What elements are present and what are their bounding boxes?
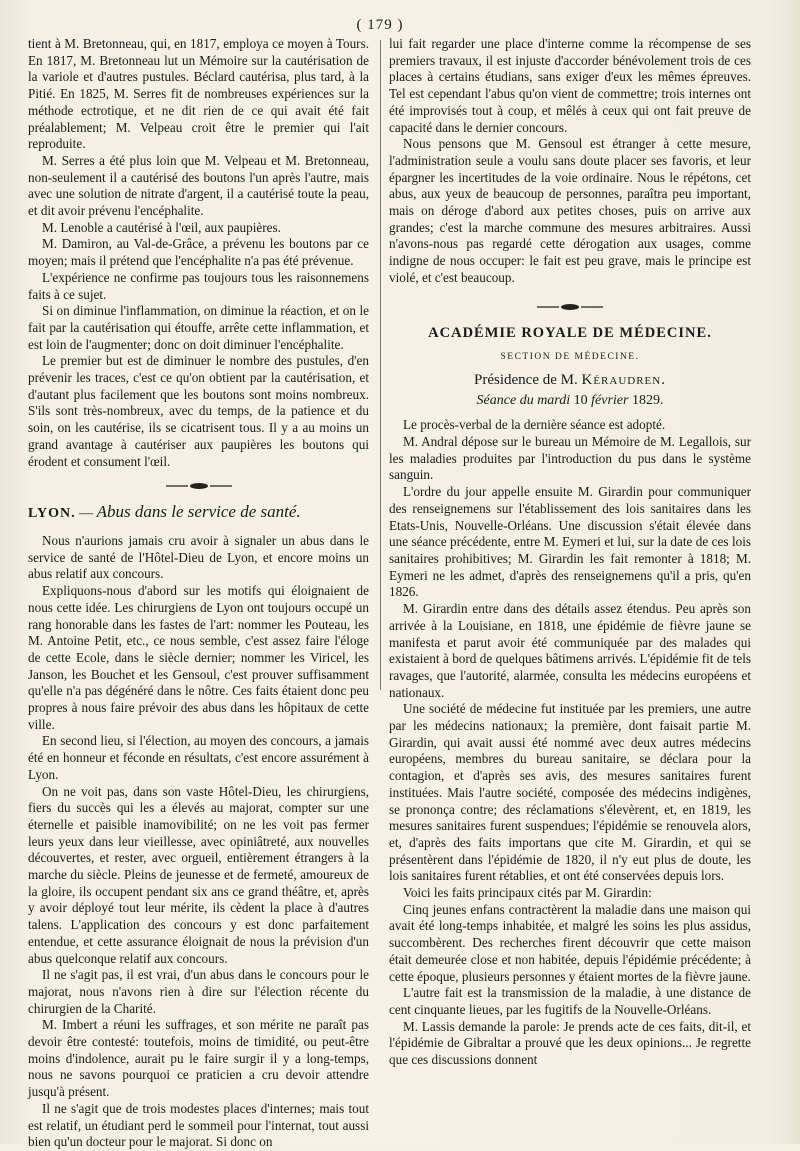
ornament-divider-icon: [535, 303, 605, 311]
paragraph: M. Andral dépose sur le bureau un Mémoire de M. Legallois, sur les maladies produites par l'introduction du pus dans le système sanguin.: [389, 434, 751, 483]
paragraph: Il ne s'agit pas, il est vrai, d'un abus dans le concours pour le majorat, nous n'avons rien à dire sur l'élection récente du chirurgien de la Charité.: [28, 967, 369, 1016]
paragraph: M. Imbert a réuni les suffrages, et son mérite ne paraît pas devoir être contesté: toutefois, moins de timidité, ou peut-être moins d'indolence, aurait pu le faire surgir il y a long-temps, nous ne savons pourquoi ce praticien a cru devoir attendre jusqu'à présent.: [28, 1017, 369, 1100]
paragraph: Le procès-verbal de la dernière séance est adopté.: [403, 417, 666, 433]
column-divider: [380, 40, 381, 690]
seance-month: février: [591, 392, 629, 408]
section-subtitle: SECTION DE MÉDECINE.: [500, 352, 640, 363]
ornament-divider-icon: [164, 482, 234, 490]
paragraph: M. Girardin entre dans des détails assez étendus. Peu après son arrivée à la Louisiane, en 1818, une épidémie de fièvre jaune se manifesta et parut avoir été communiquée par des malades qui existaient à bord de quelques bâtimens arrivés. L'épidémie fit de tels ravages, que l'autorité, alarmée, consulta les médecins européens et nationaux.: [389, 601, 751, 700]
section-dash: —: [75, 506, 97, 522]
paragraph: Nous pensons que M. Gensoul est étranger à cette mesure, l'administration seule a voulu sans doute placer ses favoris, et leur épargner les incertitudes de la voie ordinaire. Nous le répétons, cet abus, aux yeux de beaucoup de personnes, paraîtra peu important, mais on déroge d'abord aux petites choses, puis on arrive aux grandes; c'est la marche commune des mesures arbitraires. Aussi n'avons-nous pas regardé cette dérogation aux usages, comme indigne de nous occuper: le fait est peu grave, mais le principe est violé, et c'est beaucoup.: [389, 136, 751, 285]
paragraph: lui fait regarder une place d'interne comme la récompense de ses premiers travaux, il est injuste d'accorder bénévolement trois de ces places à certains étudians, sans exiger d'eux les mêmes épreuves. Tel est cependant l'abus qu'on vient de commettre; trois internes ont été improvisés tout à coup, et mêlés à ceux qui ont fait preuve de capacité dans le dernier concours.: [389, 36, 751, 135]
presidence-line: [389, 372, 751, 389]
paragraph: On ne voit pas, dans son vaste Hôtel-Dieu, les chirurgiens, fiers du succès qui les a élevés au majorat, compter sur une éternelle et paisible inamovibilité; on ne les voit pas fermer leurs yeux dans leur vieillesse, avec opiniâtreté, aux nouvelles découvertes, et rester, avec orgueil, entièrement étrangers à la marche du siècle. Pleins de jeunesse et de fermeté, amoureux de la gloire, ils occupent pendant six ans ce grand théâtre, et, après y avoir déployé tout leur mérite, ils cèdent la place à d'autres talens. L'application des concours y est donc parfaitement entendue, et cette assurance éloignait de nous la prévision d'un abus quelconque relatif aux concours.: [28, 783, 369, 966]
seance-year: 1829.: [631, 392, 664, 408]
paragraph: Il ne s'agit que de trois modestes places d'internes; mais tout est relatif, un étudiant perd le sommeil pour l'internat, tout aussi bien qu'un docteur pour le majorat. Si donc on: [28, 1100, 369, 1150]
paragraph: M. Lassis demande la parole: Je prends acte de ces faits, dit-il, et l'épidémie de Gibraltar a prouvé que les deux opinions... Je regrette que ces discussions donnent: [389, 1018, 751, 1068]
paragraph: L'expérience ne confirme pas toujours tous les raisonnemens faits à ce sujet.: [28, 269, 369, 302]
paragraph: Expliquons-nous d'abord sur les motifs qui éloignaient de nous cette idée. Les chirurgiens de Lyon ont toujours occupé un rang honorable dans les fastes de l'art: nommer les Pouteau, les M. Antoine Petit, etc., ce nous semble, c'est assez faire l'éloge de cette Ecole, dans le siècle dernier; nommer les Viricel, les Janson, les Bouchet et les Gensoul, c'est prouver suffisamment qu'elle n'a pas dégénéré dans le nôtre. Ces faits étaient donc peu propres à nous faire prévoir des abus dans les hôpitaux de cette ville.: [28, 583, 369, 732]
presidence-name: Kéraudren.: [581, 371, 666, 388]
section-title-italic: Abus dans le service de santé.: [96, 502, 301, 522]
paragraph: En second lieu, si l'élection, au moyen des concours, a jamais été en honneur et féconde en résultats, c'est encore assurément à Lyon.: [28, 733, 369, 782]
paragraph: M. Lenoble a cautérisé à l'œil, aux paupières.: [42, 219, 281, 235]
right-column: [389, 36, 751, 1069]
paragraph: L'autre fait est la transmission de la maladie, à une distance de cent cinquante lieues, par les fugitifs de la Nouvelle-Orléans.: [389, 985, 751, 1017]
seance-label: Séance du mardi: [476, 392, 571, 408]
seance-day: 10: [573, 392, 588, 408]
page-number: ( 179 ): [356, 17, 404, 33]
section-city: LYON.: [28, 506, 76, 522]
paragraph: tient à M. Bretonneau, qui, en 1817, employa ce moyen à Tours. En 1817, M. Bretonneau lut un Mémoire sur la cautérisation de la variole et d'autres pustules. Béclard cautérisa, plus tard, à la Pitié. En 1825, M. Serres fit de nombreuses expériences sur la méthode ectrotique, et ne dit rien de ce qui avait été fait préalablement; M. Velpeau croit être le premier qui l'ait reproduite.: [28, 36, 369, 152]
paragraph: L'ordre du jour appelle ensuite M. Girardin pour communiquer des renseignemens sur l'établissement des lois sanitaires dans les Etats-Unis, Nouvelle-Orléans. Une discussion s'était élevée dans une séance précédente, entre M. Eymeri et lui, sur la date de ces lois sanitaires prohibitives; M. Girardin les fait remonter à 1818; M. Eymeri ne les admet, d'après des renseignemens qu'il a pris, qu'en 1826.: [389, 484, 751, 600]
presidence-prefix: Présidence de M.: [474, 371, 582, 388]
academy-title: ACADÉMIE ROYALE DE MÉDECINE.: [428, 324, 712, 341]
left-column: [28, 36, 369, 1151]
paragraph: M. Serres a été plus loin que M. Velpeau et M. Bretonneau, non-seulement il a cautérisé des boutons l'un après l'autre, mais avec une solution de nitrate d'argent, il a cautérisé toute la peau, et dit avoir prévenu l'encéphalite.: [28, 152, 369, 219]
paragraph: Nous n'aurions jamais cru avoir à signaler un abus dans le service de santé de l'Hôtel-Dieu de Lyon, et encore moins un abus relatif aux concours.: [28, 532, 369, 582]
paragraph: Si on diminue l'inflammation, on diminue la réaction, et on le fait par la cautérisation qui étouffe, arrête cette inflammation, et est loin de l'augmenter; donc on doit diminuer l'encéphalite.: [28, 303, 369, 352]
section-heading-lyon: [28, 504, 369, 523]
paragraph: Cinq jeunes enfans contractèrent la maladie dans une maison qui avait été long-temps inhabitée, et malgré les soins les plus assidus, succombèrent. Des recherches firent découvrir que cette maison était demeurée close et non habitée, depuis l'épidémie précédente; à cette époque, plusieurs personnes y étaient mortes de la fièvre jaune.: [389, 901, 751, 984]
seance-date: [389, 393, 751, 410]
paragraph: M. Damiron, au Val-de-Grâce, a prévenu les boutons par ce moyen; mais il prétend que l'encéphalite n'a pas été prévenue.: [28, 236, 369, 269]
paragraph: Une société de médecine fut instituée par les premiers, une autre par les médecins nationaux; la première, dont faisait partie M. Girardin, qui avait aussi été nommé avec deux autres médecins européens, membres du bureau sanitaire, se déclara pour la contagion, et d'après ses avis, des mesures sanitaires furent instituées. Mais l'autre société, composée des médecins indigènes, se prononça contre; des réclamations s'élevèrent, et, en 1819, les mesures sanitaires furent suspendues; l'épidémie se renouvela alors, et, d'après des faits importans que cite M. Girardin, et qui se présentèrent dans l'épidémie de 1820, il n'y eut plus de doute, les lois sanitaires furent rétablies, et ont été conservées depuis lors.: [389, 701, 751, 884]
paragraph: Voici les faits principaux cités par M. Girardin:: [403, 885, 652, 901]
paragraph: Le premier but est de diminuer le nombre des pustules, d'en prévenir les traces, c'est ce qu'on obtient par la cautérisation, et d'autant plus facilement que les boutons sont moins nombreux. S'ils sont très-nombreux, avec du temps, de la patience et du soin, on les cautérise, ils se cicatrisent tous. Il y a au moins un grand avantage à cautériser aux paupières les boutons qui érodent et consument l'œil.: [28, 353, 369, 469]
